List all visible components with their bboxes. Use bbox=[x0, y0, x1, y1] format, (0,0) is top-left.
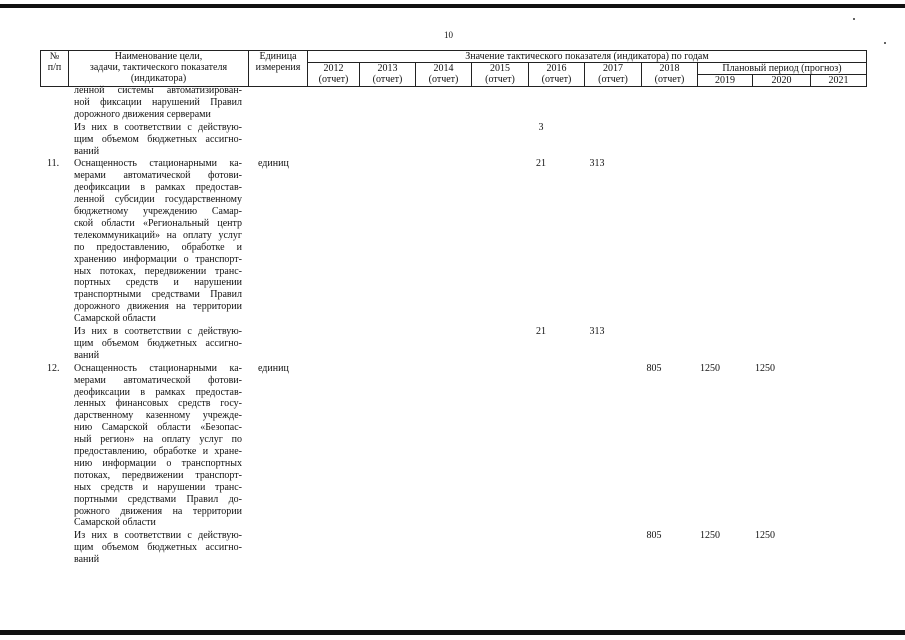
indicator-name bbox=[74, 326, 242, 362]
indicator-name bbox=[74, 158, 242, 325]
indicator-name-line: ваний bbox=[74, 145, 100, 157]
indicator-name-line: Оснащенность стационарными ка- bbox=[74, 362, 242, 374]
indicator-name-line: деофиксации в рамках предостав- bbox=[74, 386, 242, 398]
header-num-cell: № п/п bbox=[41, 51, 69, 87]
header-year-2016: 2016 (отчет) bbox=[529, 63, 585, 87]
indicator-name-line: дорожного движения серверами bbox=[74, 108, 211, 120]
indicator-value-2020: 1250 bbox=[755, 530, 775, 542]
header-plan-year-2021: 2021 bbox=[811, 75, 867, 87]
indicator-name-line: ленной системы автоматизирован- bbox=[74, 85, 242, 96]
row-number: 12. bbox=[47, 362, 60, 374]
unit-of-measure: единиц bbox=[258, 158, 289, 170]
indicator-name-line: мерами автоматической фотови- bbox=[74, 374, 242, 386]
header-year-2013: 2013 (отчет) bbox=[360, 63, 416, 87]
header-year-2015: 2015 (отчет) bbox=[472, 63, 529, 87]
row-number: 11. bbox=[47, 158, 60, 170]
indicator-name-line: портными средствами Правил до- bbox=[74, 493, 242, 505]
top-border-bar bbox=[0, 4, 905, 8]
header-year-2018: 2018 (отчет) bbox=[642, 63, 698, 87]
indicator-name-line: потоках, передвижении транспорт- bbox=[74, 469, 242, 481]
header-values-title: Значение тактического показателя (индикатора) по годам bbox=[308, 51, 867, 63]
indicator-name bbox=[74, 85, 242, 121]
indicator-name-line: дарственному казенному учрежде- bbox=[74, 410, 242, 422]
indicator-name-line: щим объемом бюджетных ассигно- bbox=[74, 133, 242, 145]
indicator-value-2018: 805 bbox=[646, 530, 662, 542]
bottom-border-bar bbox=[0, 630, 905, 635]
indicator-name-line: ных потоках, передвижении транс- bbox=[74, 265, 242, 277]
indicator-name-line: ных средств и нарушении транс- bbox=[74, 481, 242, 493]
page-number: 10 bbox=[444, 30, 453, 40]
header-year-2014: 2014 (отчет) bbox=[416, 63, 472, 87]
indicator-value-2020: 1250 bbox=[755, 362, 775, 374]
header-plan-title: Плановый период (прогноз) bbox=[698, 63, 867, 75]
indicator-name-line: деофиксации в рамках предостав- bbox=[74, 182, 242, 194]
header-plan-year-2019: 2019 bbox=[698, 75, 753, 87]
indicator-value-2017: 313 bbox=[589, 326, 605, 337]
indicator-name-line: ской области «Региональный центр bbox=[74, 217, 242, 229]
indicator-name-line: мерами автоматической фотови- bbox=[74, 170, 242, 182]
indicator-name-line: ный регион» на оплату услуг по bbox=[74, 434, 242, 446]
indicator-name-line: ваний bbox=[74, 554, 100, 566]
indicator-name-line: по предоставлению, обработке и bbox=[74, 241, 242, 253]
indicator-name-line: щим объемом бюджетных ассигно- bbox=[74, 542, 242, 554]
indicator-name-line: нию информации о транспортных bbox=[74, 457, 242, 469]
indicator-table-header bbox=[40, 50, 867, 87]
indicator-name-line: ваний bbox=[74, 349, 100, 361]
unit-of-measure: единиц bbox=[258, 362, 289, 374]
indicator-value-2016: 21 bbox=[536, 158, 546, 170]
indicator-name-line: предоставлению, обработке и хране- bbox=[74, 446, 242, 458]
indicator-name-line: Из них в соответствии с действую- bbox=[74, 530, 242, 542]
indicator-name-line: Из них в соответствии с действую- bbox=[74, 121, 242, 133]
indicator-name-line: дорожного движения на территории bbox=[74, 301, 242, 313]
indicator-name-line: Самарской области bbox=[74, 517, 156, 529]
indicator-name-line: Самарской области bbox=[74, 313, 156, 325]
indicator-name bbox=[74, 530, 242, 566]
indicator-value-2017: 313 bbox=[589, 158, 605, 170]
indicator-name-line: ленной субсидии государственному bbox=[74, 194, 242, 206]
indicator-value-2018: 805 bbox=[646, 362, 662, 374]
scan-speck bbox=[853, 18, 855, 20]
header-year-2017: 2017 (отчет) bbox=[585, 63, 642, 87]
indicator-name-line: портных средств и нарушении bbox=[74, 277, 242, 289]
header-name-cell: Наименование цели, задачи, тактического показателя (индикатора) bbox=[69, 51, 249, 87]
indicator-name-line: ной фиксации нарушений Правил bbox=[74, 96, 242, 108]
indicator-name-line: бюджетному учреждению Самар- bbox=[74, 206, 242, 218]
indicator-name-line: ленных финансовых средств госу- bbox=[74, 398, 242, 410]
scan-speck bbox=[884, 42, 886, 44]
indicator-name-line: Оснащенность стационарными ка- bbox=[74, 158, 242, 170]
indicator-value-2019: 1250 bbox=[700, 362, 720, 374]
indicator-name-line: нию Самарской области «Безопас- bbox=[74, 422, 242, 434]
indicator-value-2016: 21 bbox=[536, 326, 546, 337]
indicator-name-line: рожного движения на территории bbox=[74, 505, 242, 517]
header-unit-cell: Единица измерения bbox=[249, 51, 308, 87]
indicator-name-line: щим объемом бюджетных ассигно- bbox=[74, 337, 242, 349]
indicator-name bbox=[74, 363, 242, 530]
indicator-name-line: телекоммуникаций» на оплату услуг bbox=[74, 229, 242, 241]
indicator-name bbox=[74, 122, 242, 158]
indicator-value-2016: 3 bbox=[538, 121, 544, 133]
indicator-name-line: хранению информации о транспорт- bbox=[74, 253, 242, 265]
header-year-2012: 2012 (отчет) bbox=[308, 63, 360, 87]
indicator-value-2019: 1250 bbox=[700, 530, 720, 542]
indicator-name-line: транспортными средствами Правил bbox=[74, 289, 242, 301]
indicator-name-line: Из них в соответствии с действую- bbox=[74, 326, 242, 337]
header-plan-year-2020: 2020 bbox=[753, 75, 811, 87]
